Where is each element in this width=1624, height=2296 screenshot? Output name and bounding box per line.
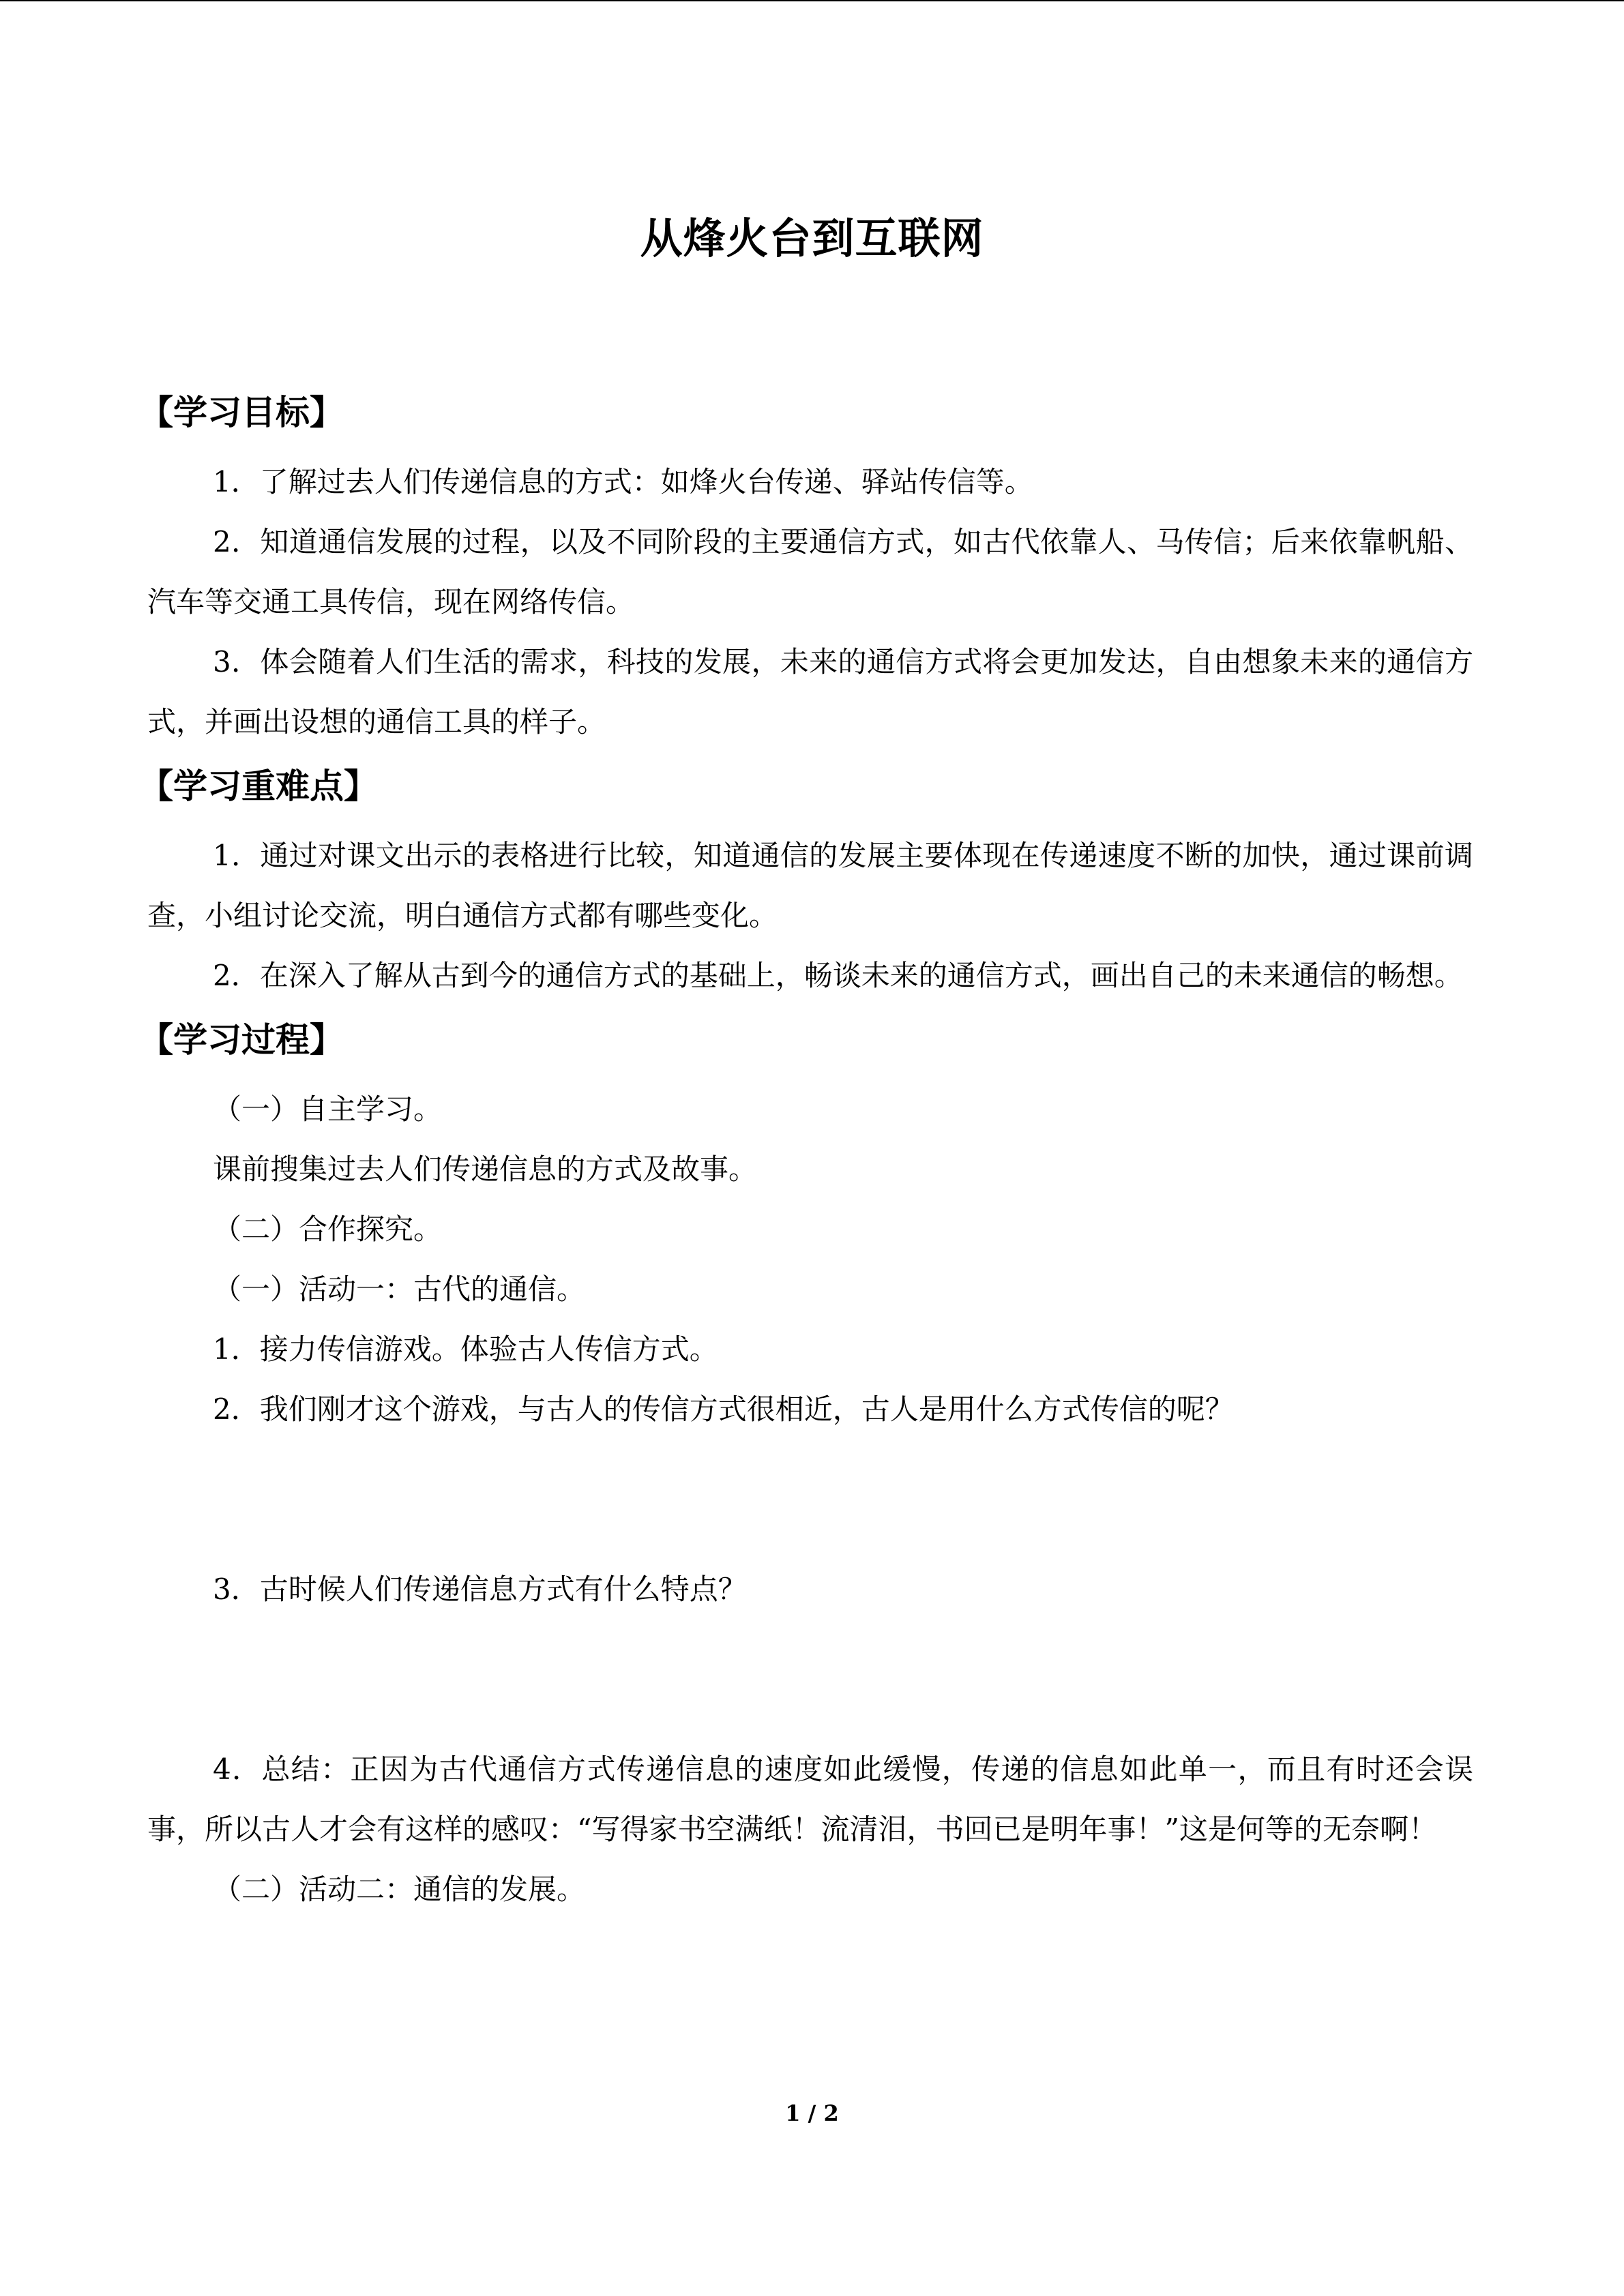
goal-item-1: 1．了解过去人们传递信息的方式：如烽火台传递、驿站传信等。 <box>213 465 1033 498</box>
process-step-3: 3．古时候人们传递信息方式有什么特点？ <box>213 1572 747 1606</box>
process-self-study: （一）自主学习。 <box>213 1092 443 1126</box>
process-activity-1: （一）活动一：古代的通信。 <box>213 1272 586 1306</box>
key-point-item-2: 2．在深入了解从古到今的通信方式的基础上，畅谈未来的通信方式，画出自己的未来通信的畅想。 <box>213 959 1463 992</box>
document-body <box>139 378 1473 1920</box>
process-activity-2: （二）活动二：通信的发展。 <box>213 1873 586 1906</box>
process-cooperation: （二）合作探究。 <box>213 1212 443 1246</box>
key-point-item-1: 1．通过对课文出示的表格进行比较，知道通信的发展主要体现在传递速度不断的加快，通过课前调查，小组讨论交流，明白通信方式都有哪些变化。 <box>147 839 1473 932</box>
answer-space-1 <box>147 1440 1473 1560</box>
section-heading-key-points: 【学习重难点】 <box>139 766 378 806</box>
document-title: 从烽火台到互联网 <box>640 213 984 263</box>
goal-item-2: 2．知道通信发展的过程，以及不同阶段的主要通信方式，如古代依靠人、马传信；后来依靠帆船、汽车等交通工具传信，现在网络传信。 <box>147 525 1473 618</box>
section-heading-process: 【学习过程】 <box>139 1020 344 1060</box>
page-number: 1 / 2 <box>785 2100 839 2126</box>
top-border-line <box>0 0 1624 1</box>
section-heading-goals: 【学习目标】 <box>139 393 344 432</box>
process-step-1: 1．接力传信游戏。体验古人传信方式。 <box>213 1332 718 1366</box>
process-step-4: 4．总结：正因为古代通信方式传递信息的速度如此缓慢，传递的信息如此单一，而且有时还会误事，所以古人才会有这样的感叹：“写得家书空满纸！流清泪，书回已是明年事！”这是何等的无奈啊！ <box>147 1753 1473 1846</box>
answer-space-2 <box>147 1620 1473 1740</box>
goal-item-3: 3．体会随着人们生活的需求，科技的发展，未来的通信方式将会更加发达，自由想象未来的通信方式，并画出设想的通信工具的样子。 <box>147 645 1473 739</box>
process-self-study-task: 课前搜集过去人们传递信息的方式及故事。 <box>213 1152 758 1186</box>
process-step-2: 2．我们刚才这个游戏，与古人的传信方式很相近，古人是用什么方式传信的呢？ <box>213 1392 1234 1426</box>
